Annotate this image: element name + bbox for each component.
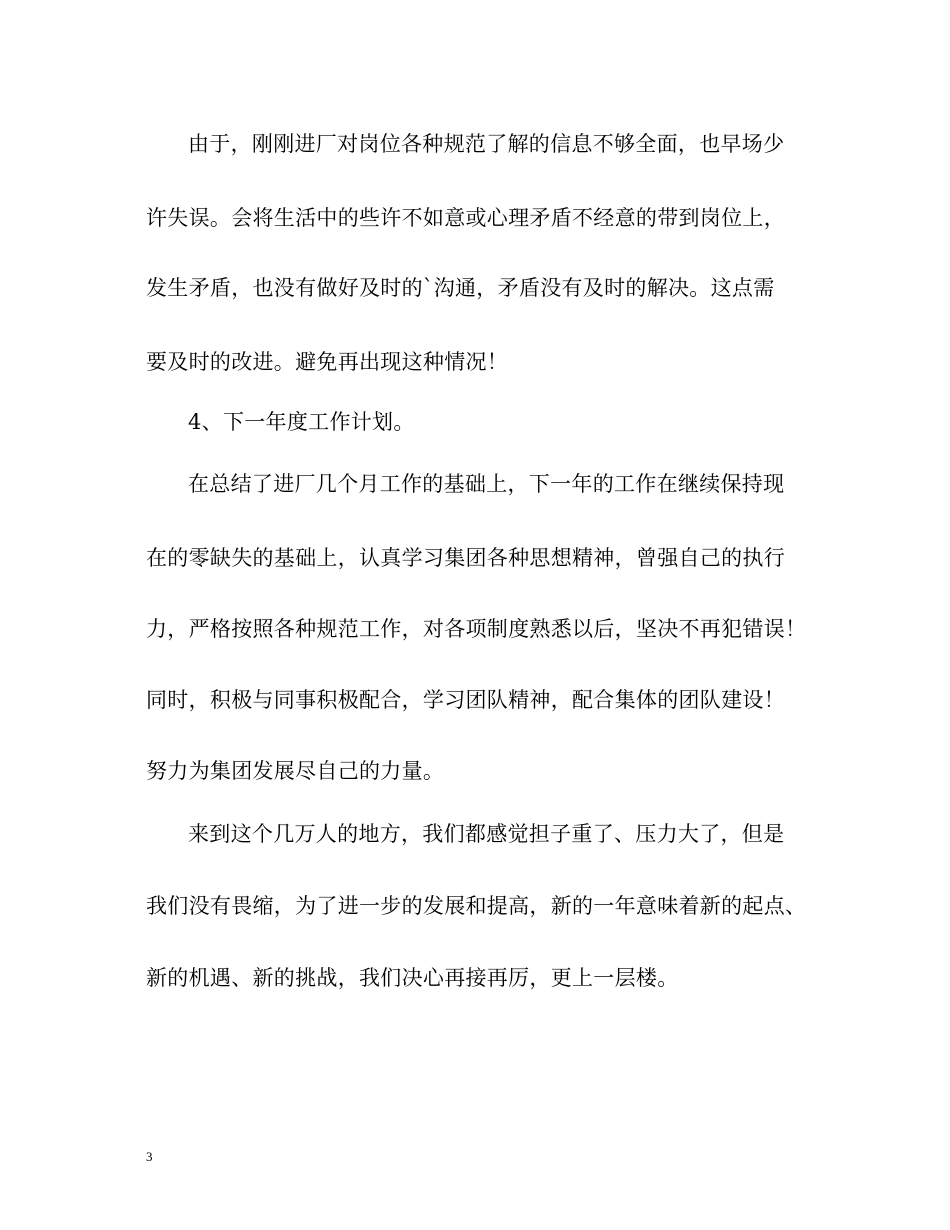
- text-line: 要及时的改进。避免再出现这种情况！: [146, 350, 509, 374]
- text-line: 发生矛盾，也没有做好及时的`沟通，矛盾没有及时的解决。这点需: [146, 276, 775, 300]
- page-number: 3: [146, 1149, 153, 1164]
- text-line: 我们没有畏缩，为了进一步的发展和提高，新的一年意味着新的起点、: [146, 894, 807, 918]
- text-line: 同时，积极与同事积极配合，学习团队精神，配合集体的团队建设！: [146, 688, 785, 712]
- text-line: 力，严格按照各种规范工作，对各项制度熟悉以后，坚决不再犯错误！: [146, 617, 807, 641]
- section-heading: 4、下一年度工作计划。: [188, 410, 415, 434]
- text-line: 在的零缺失的基础上，认真学习集团各种思想精神，曾强自己的执行: [146, 546, 785, 570]
- text-line: 努力为集团发展尽自己的力量。: [146, 759, 445, 783]
- text-line: 在总结了进厂几个月工作的基础上，下一年的工作在继续保持现: [188, 472, 785, 496]
- text-line: 由于，刚刚进厂对岗位各种规范了解的信息不够全面，也早场少: [188, 132, 785, 156]
- text-line: 许失误。会将生活中的些许不如意或心理矛盾不经意的带到岗位上，: [146, 206, 785, 230]
- text-line: 来到这个几万人的地方，我们都感觉担子重了、压力大了，但是: [188, 822, 785, 846]
- text-line: 新的机遇、新的挑战，我们决心再接再厉，更上一层楼。: [146, 966, 679, 990]
